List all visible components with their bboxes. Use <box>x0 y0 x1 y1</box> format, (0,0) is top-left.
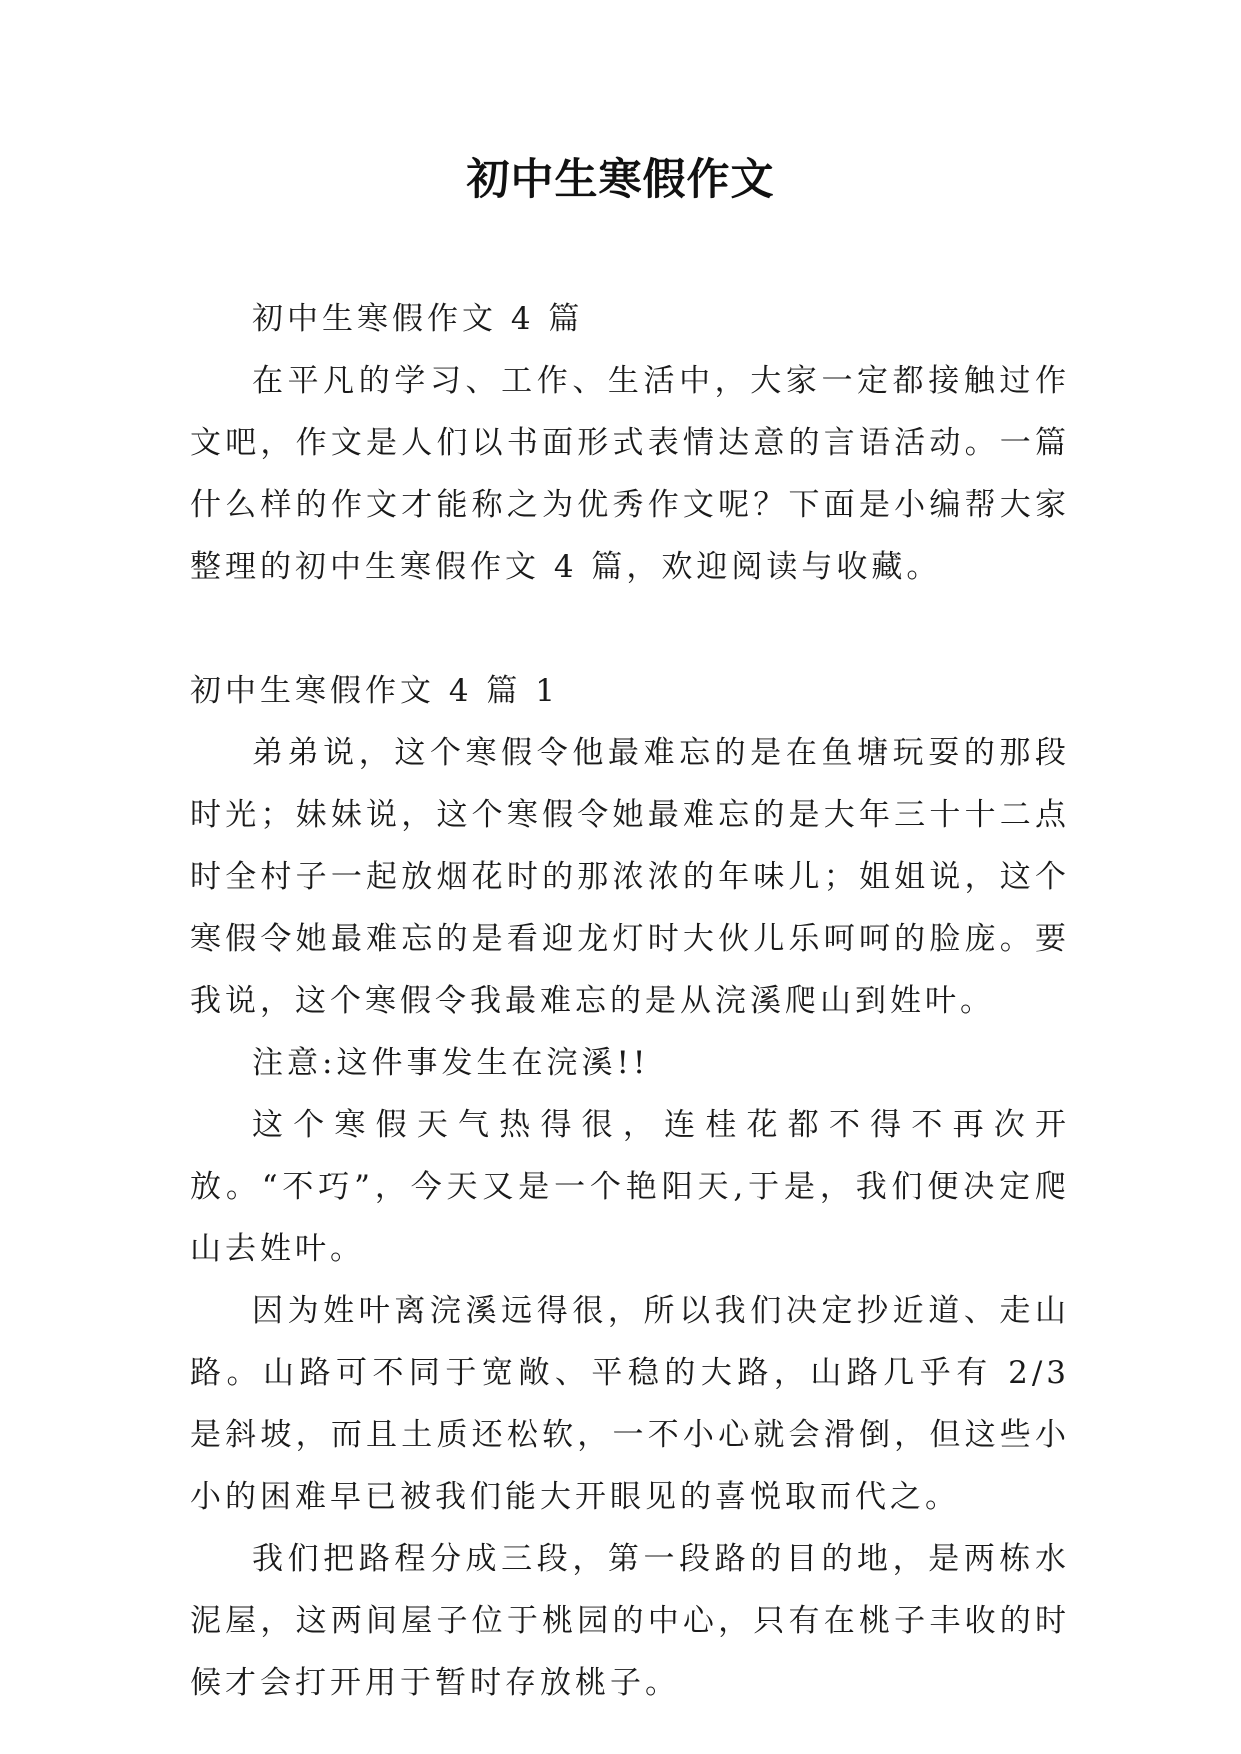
intro-paragraph: 在平凡的学习、工作、生活中，大家一定都接触过作文吧，作文是人们以书面形式表情达意的言语活动。一篇什么样的作文才能称之为优秀作文呢？下面是小编帮大家整理的初中生寒假作文 4 篇，欢迎阅读与收藏。 <box>190 363 1070 585</box>
body-paragraph: 弟弟说，这个寒假令他最难忘的是在鱼塘玩耍的那段时光；妹妹说，这个寒假令她最难忘的是大年三十十二点时全村子一起放烟花时的那浓浓的年味儿；姐姐说，这个寒假令她最难忘的是看迎龙灯时大伙儿乐呵呵的脸庞。要我说，这个寒假令我最难忘的是从浣溪爬山到姓叶。 <box>190 735 1070 1019</box>
body-paragraph: 注意:这件事发生在浣溪!! <box>252 1045 650 1081</box>
section-spacer <box>190 598 1070 660</box>
body-paragraph: 这个寒假天气热得很，连桂花都不得不再次开放。“不巧”，今天又是一个艳阳天,于是，我们便决定爬山去姓叶。 <box>190 1107 1070 1267</box>
document-body <box>190 288 1070 1714</box>
document-title: 初中生寒假作文 <box>466 155 775 205</box>
body-paragraph: 因为姓叶离浣溪远得很，所以我们决定抄近道、走山路。山路可不同于宽敞、平稳的大路，山路几乎有 2/3 是斜坡，而且土质还松软，一不小心就会滑倒，但这些小小的困难早已被我们能大开眼见的喜悦取而代之。 <box>190 1293 1070 1515</box>
section-heading: 初中生寒假作文 4 篇 1 <box>190 673 560 709</box>
document-subtitle: 初中生寒假作文 4 篇 <box>252 301 584 337</box>
body-paragraph: 我们把路程分成三段，第一段路的目的地，是两栋水泥屋，这两间屋子位于桃园的中心，只有在桃子丰收的时候才会打开用于暂时存放桃子。 <box>190 1541 1070 1701</box>
